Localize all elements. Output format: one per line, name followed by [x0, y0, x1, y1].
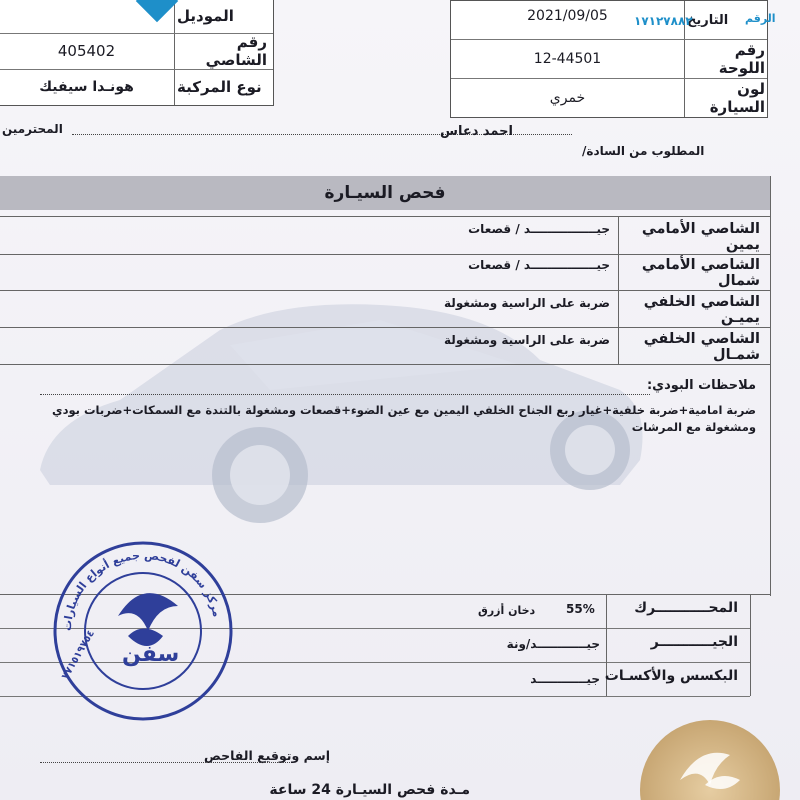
- inspection-row-label: الشاصي الخلفي يميـن: [643, 294, 760, 326]
- serial-number-word: الرقم: [745, 12, 776, 25]
- serial-number-value: ١٧١٢٧٨٨٢: [634, 14, 693, 28]
- inspection-duration: مـدة فحص السيـارة 24 ساعة: [269, 782, 470, 798]
- body-notes-text: ضربة امامية+ضربة خلفية+غيار ربع الجناح الخلفي اليمين مع عين الضوء+قصعات ومشغولة بالتندة مع السمكات+ضربات بودي ومشغولة مع المرشات: [52, 403, 756, 434]
- date-label-text: التاريخ: [687, 12, 729, 28]
- inspection-row-value: جيــــــــــــــــد / قصعات: [468, 258, 610, 272]
- section-title-band: [0, 176, 770, 210]
- report-info-box: [450, 0, 768, 118]
- plate-value: 12-44501: [533, 50, 602, 67]
- requester-prefix: المطلوب من السادة/: [582, 144, 705, 158]
- inspection-row-label: الشاصي الخلفي شمـال: [643, 331, 760, 363]
- svg-text:مركز سفن لفحص جميع أنواع السيا: [61, 549, 224, 632]
- inspection-row-label: الشاصي الأمامي شمال: [641, 257, 760, 289]
- vehicle-info-box: [0, 0, 274, 106]
- engine-label: المحـــــــــــرك: [634, 600, 738, 616]
- vehicle-type-label: نوع المركبة: [177, 78, 262, 96]
- vehicle-type-value: هونـدا سيفيك: [39, 79, 134, 95]
- signature-dots: [40, 762, 290, 763]
- plate-label: رقم اللوحة: [718, 40, 765, 77]
- axle-label: البكسس والأكسـات: [604, 668, 738, 684]
- color-label: لون السيارة: [709, 79, 765, 116]
- color-value: خمري: [549, 89, 586, 106]
- gear-label: الجيـــــــــــر: [650, 634, 738, 650]
- inspector-signature-label: إسم وتوقيع الفاحص: [204, 748, 330, 763]
- section-title: فحص السيـارة: [324, 183, 446, 203]
- date-value: 2021/09/05: [527, 8, 608, 24]
- body-notes-title: ملاحظات البودي:: [646, 378, 756, 393]
- inspection-row-label: الشاصي الأمامي يمين: [641, 221, 760, 253]
- notes-dots: [40, 394, 650, 395]
- axle-value: جيــــــــــــد: [530, 672, 600, 686]
- serial-number: [634, 14, 693, 28]
- stamp-name: سفن: [122, 642, 180, 667]
- engine-value: 55%: [566, 602, 595, 616]
- model-label: الموديل: [177, 7, 234, 25]
- requester-suffix: المحترمين: [2, 122, 63, 136]
- gear-value: جيــــــــــــد/ونة: [506, 637, 600, 651]
- inspection-row-value: جيــــــــــــــــد / قصعات: [468, 222, 610, 236]
- inspection-row-value: ضربة على الراسية ومشغولة: [444, 296, 610, 310]
- engine-extra: دخان أزرق: [478, 604, 536, 617]
- chassis-value: 405402: [57, 42, 116, 60]
- stamp-ring-text: مركز سفن لفحص جميع أنواع السيارات: [60, 548, 224, 632]
- inspection-row-value: ضربة على الراسية ومشغولة: [444, 333, 610, 347]
- stamp-phone: ٧٧١٥١٩٧٥٤: [60, 628, 97, 682]
- requester-name: احمد دعاس: [440, 124, 513, 139]
- chassis-label: رقم الشاصي: [205, 33, 267, 69]
- bird-logo-icon: [670, 740, 750, 800]
